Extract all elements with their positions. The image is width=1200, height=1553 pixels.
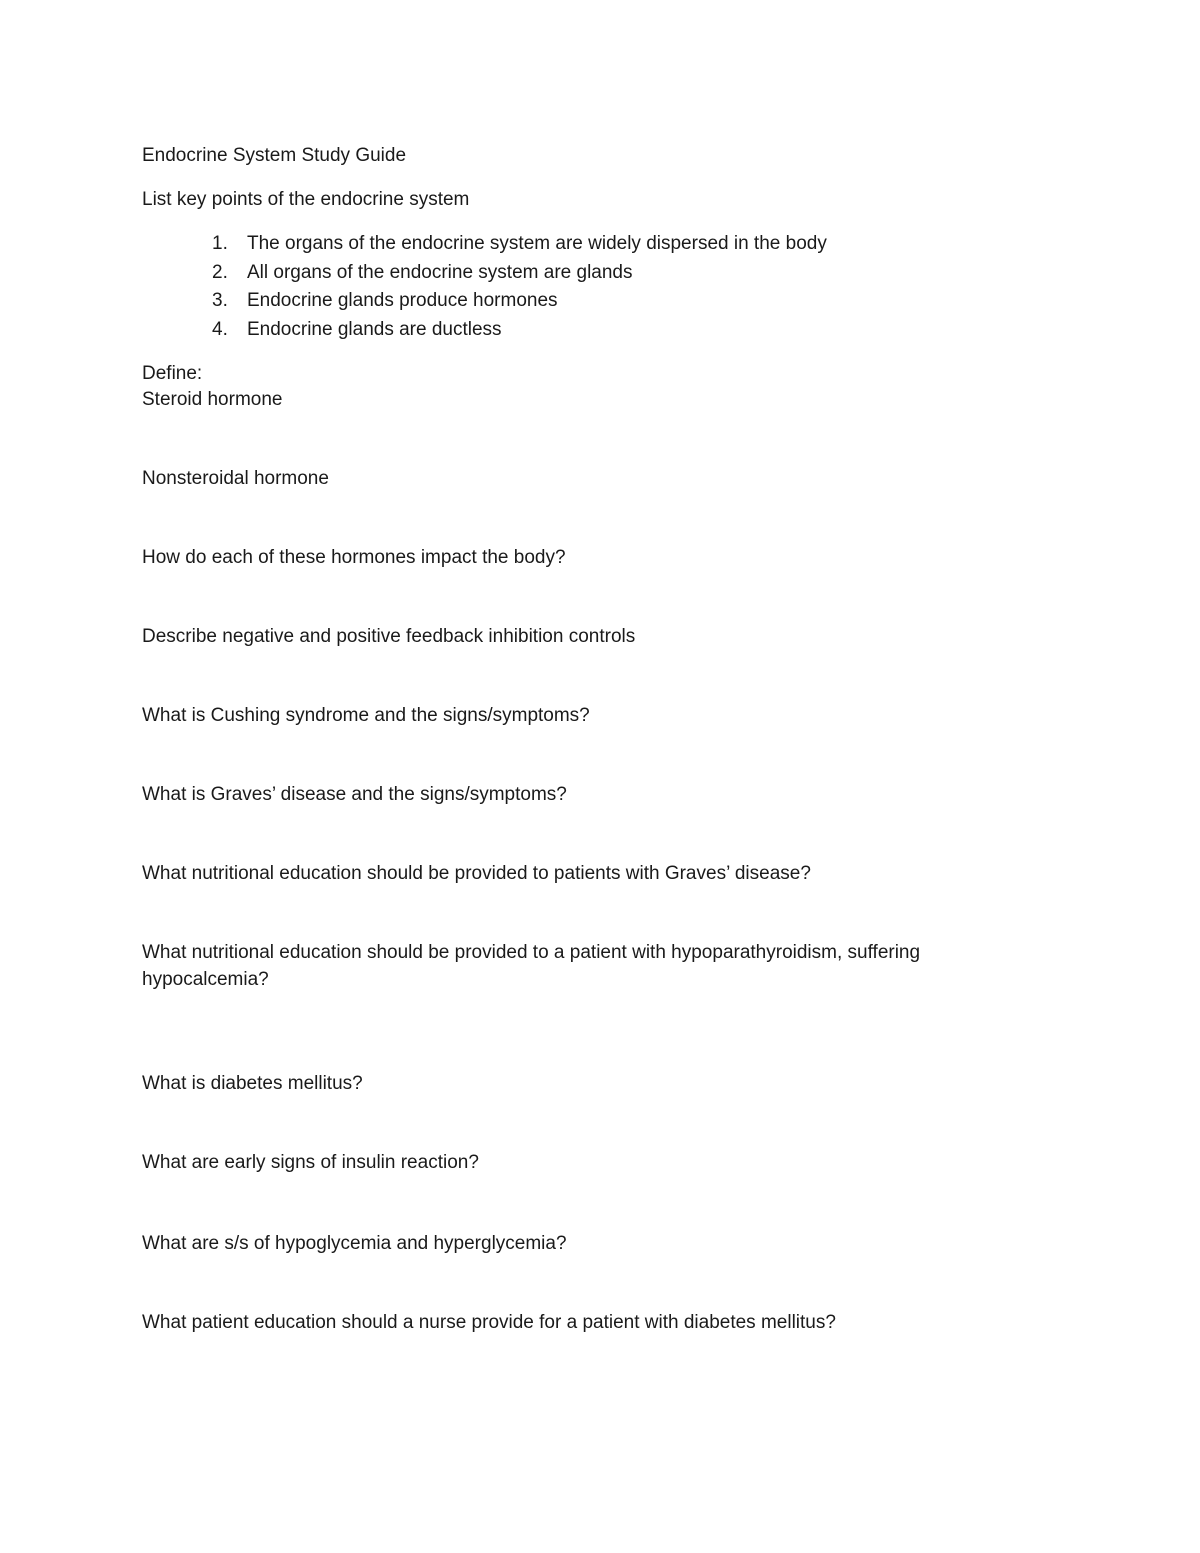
list-item-number: 2.: [212, 262, 228, 283]
list-item-text: Endocrine glands produce hormones: [247, 290, 558, 311]
question: How do each of these hormones impact the body?: [142, 547, 566, 568]
question: What patient education should a nurse provide for a patient with diabetes mellitus?: [142, 1312, 836, 1333]
question: Describe negative and positive feedback inhibition controls: [142, 626, 636, 647]
list-item-text: All organs of the endocrine system are glands: [247, 262, 633, 283]
question: What is Cushing syndrome and the signs/symptoms?: [142, 705, 590, 726]
define-term-steroid: Steroid hormone: [142, 389, 283, 410]
question-continuation: hypocalcemia?: [142, 969, 269, 990]
list-item-number: 1.: [212, 233, 228, 254]
define-label: Define:: [142, 363, 203, 384]
question: What is Graves’ disease and the signs/symptoms?: [142, 784, 567, 805]
list-prompt: List key points of the endocrine system: [142, 189, 470, 210]
list-item-text: The organs of the endocrine system are widely dispersed in the body: [247, 233, 827, 254]
list-item-number: 4.: [212, 319, 228, 340]
question: What nutritional education should be provided to patients with Graves’ disease?: [142, 863, 811, 884]
question: What nutritional education should be provided to a patient with hypoparathyroidism, suffering: [142, 942, 921, 963]
question: What are s/s of hypoglycemia and hyperglycemia?: [142, 1233, 567, 1254]
question: What is diabetes mellitus?: [142, 1073, 363, 1094]
question: What are early signs of insulin reaction?: [142, 1152, 479, 1173]
list-item-text: Endocrine glands are ductless: [247, 319, 502, 340]
list-item-number: 3.: [212, 290, 228, 311]
define-term-nonsteroidal: Nonsteroidal hormone: [142, 468, 329, 489]
document-title: Endocrine System Study Guide: [142, 145, 407, 166]
